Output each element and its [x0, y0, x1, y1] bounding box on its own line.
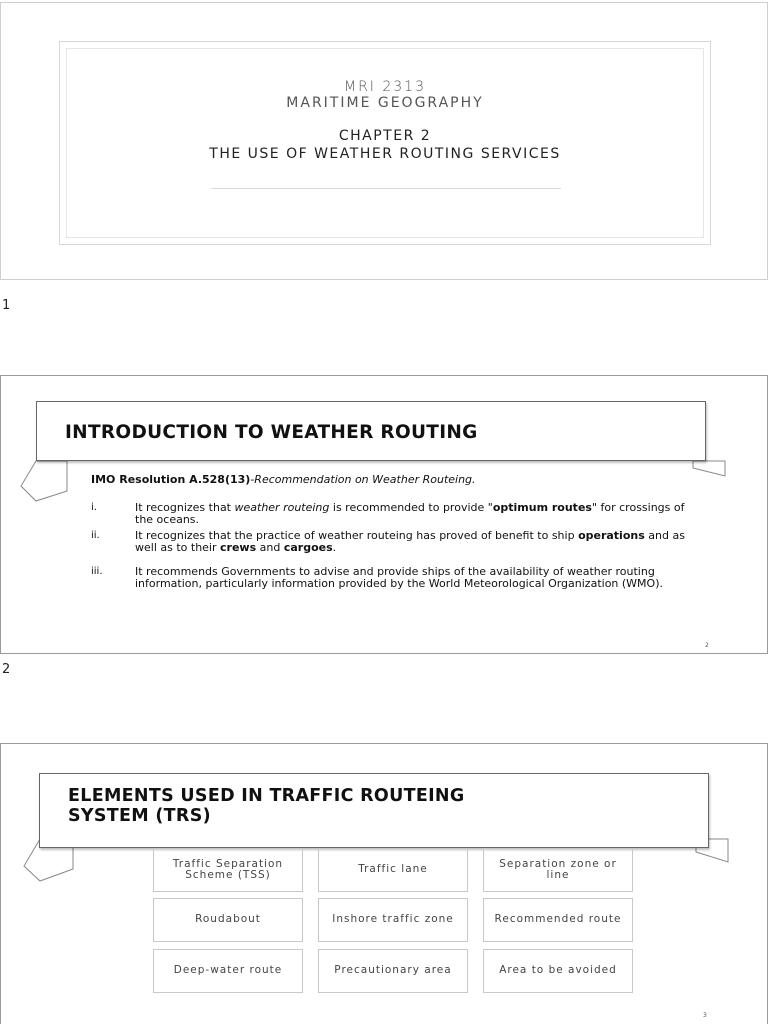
element-box: Traffic lane	[318, 848, 468, 892]
list-numeral: iii.	[91, 566, 103, 577]
page-mark: 2	[705, 642, 709, 649]
heading-banner	[36, 401, 706, 461]
course-code: MRI 2313	[343, 79, 426, 95]
resolution-line	[91, 474, 651, 486]
chapter-title: THE USE OF WEATHER ROUTING SERVICES	[209, 146, 561, 162]
list-numeral: ii.	[91, 530, 100, 541]
element-box: Recommended route	[483, 898, 633, 942]
slide-number-1: 1	[2, 298, 11, 313]
element-box: Area to be avoided	[483, 949, 633, 993]
course-title: MARITIME GEOGRAPHY	[286, 95, 484, 111]
slide-heading: ELEMENTS USED IN TRAFFIC ROUTEING SYSTEM (TRS)	[68, 786, 465, 826]
chapter-label: CHAPTER 2	[338, 128, 432, 144]
page-mark: 3	[703, 1012, 707, 1019]
list-text: It recognizes that the practice of weather routeing has proved of benefit to ship operations and as well as to their crews and cargoes.	[135, 529, 685, 554]
list-text: It recommends Governments to advise and provide ships of the availability of weather routing information, particularly information provided by the World Meteorological Organization (WMO).	[135, 565, 663, 590]
element-box: Roudabout	[153, 898, 303, 942]
list-numeral: i.	[91, 502, 97, 513]
element-box: Deep-water route	[153, 949, 303, 993]
element-box: Separation zone or line	[483, 848, 633, 892]
title-divider	[211, 188, 561, 189]
element-box: Precautionary area	[318, 949, 468, 993]
element-box: Inshore traffic zone	[318, 898, 468, 942]
element-box: Traffic Separation Scheme (TSS)	[153, 848, 303, 892]
resolution-title: -Recommendation on Weather Routeing.	[250, 473, 476, 486]
resolution-name: IMO Resolution A.528(13)	[91, 473, 251, 486]
slide-number-2: 2	[2, 662, 11, 677]
slide-3	[0, 743, 768, 1024]
slide-heading: INTRODUCTION TO WEATHER ROUTING	[65, 422, 478, 443]
slide-1	[0, 2, 768, 280]
list-text: It recognizes that weather routeing is recommended to provide "optimum routes" for crossings of the oceans.	[135, 501, 685, 526]
slide-2	[0, 375, 768, 654]
heading-banner	[39, 773, 709, 848]
